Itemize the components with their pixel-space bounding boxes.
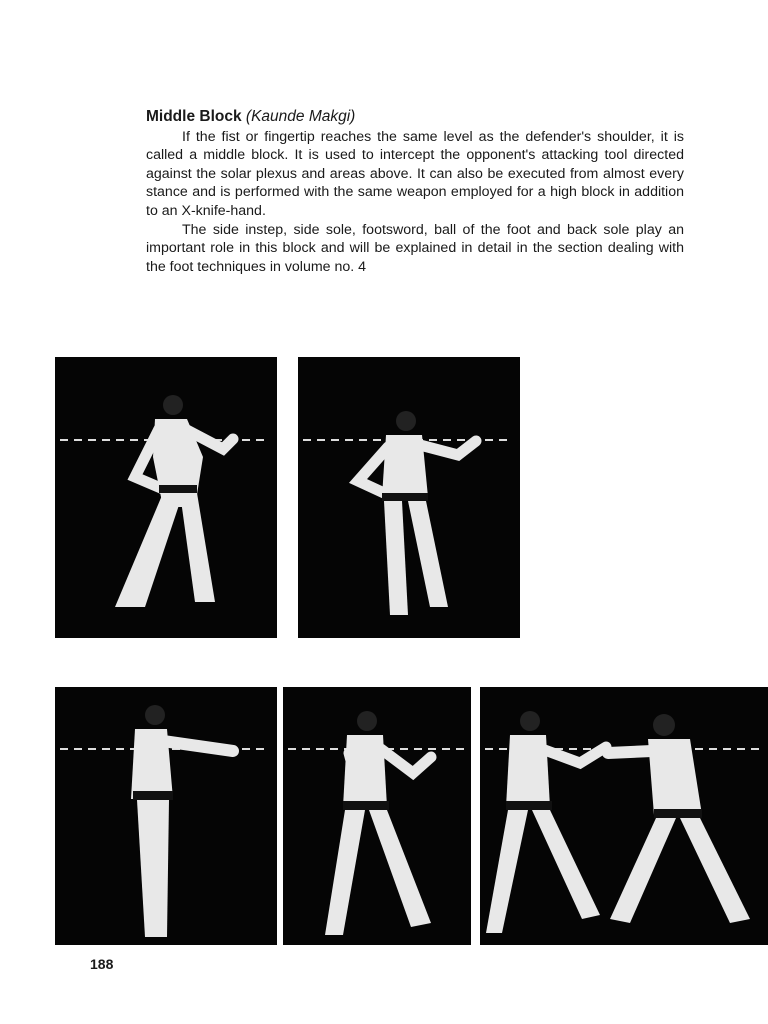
section-subtitle: (Kaunde Makgi) <box>245 108 356 125</box>
page-number: 188 <box>90 956 114 972</box>
photo-middle-block-front-view-2 <box>283 687 471 945</box>
photo-middle-block-side-view-1 <box>55 357 277 638</box>
photo-middle-block-front-view-1 <box>298 357 520 638</box>
photo-middle-block-profile <box>55 687 277 945</box>
paragraph-1: If the fist or fingertip reaches the same level as the defender's shoulder, it is called a middle block. It is used to intercept the opponent's attacking tool directed against the solar plexus and areas above. It can also be executed from almost every stance and is performed with the same weapon employed for a high block in addition to an X-knife-hand. <box>146 128 684 219</box>
figures-sparring-pair <box>480 687 768 945</box>
section-title: Middle Block <box>146 108 242 125</box>
figure-profile-stance <box>55 687 277 945</box>
section-heading <box>146 108 684 127</box>
figure-walking-stance <box>283 687 471 945</box>
figure-front-stance <box>298 357 520 638</box>
text-block <box>146 108 684 276</box>
photo-middle-block-application <box>480 687 768 945</box>
paragraph-2: The side instep, side sole, footsword, ball of the foot and back sole play an important role in this block and will be explained in detail in the section dealing with the foot techniques in volume no. 4 <box>146 221 684 275</box>
figure-side-stance <box>55 357 277 638</box>
